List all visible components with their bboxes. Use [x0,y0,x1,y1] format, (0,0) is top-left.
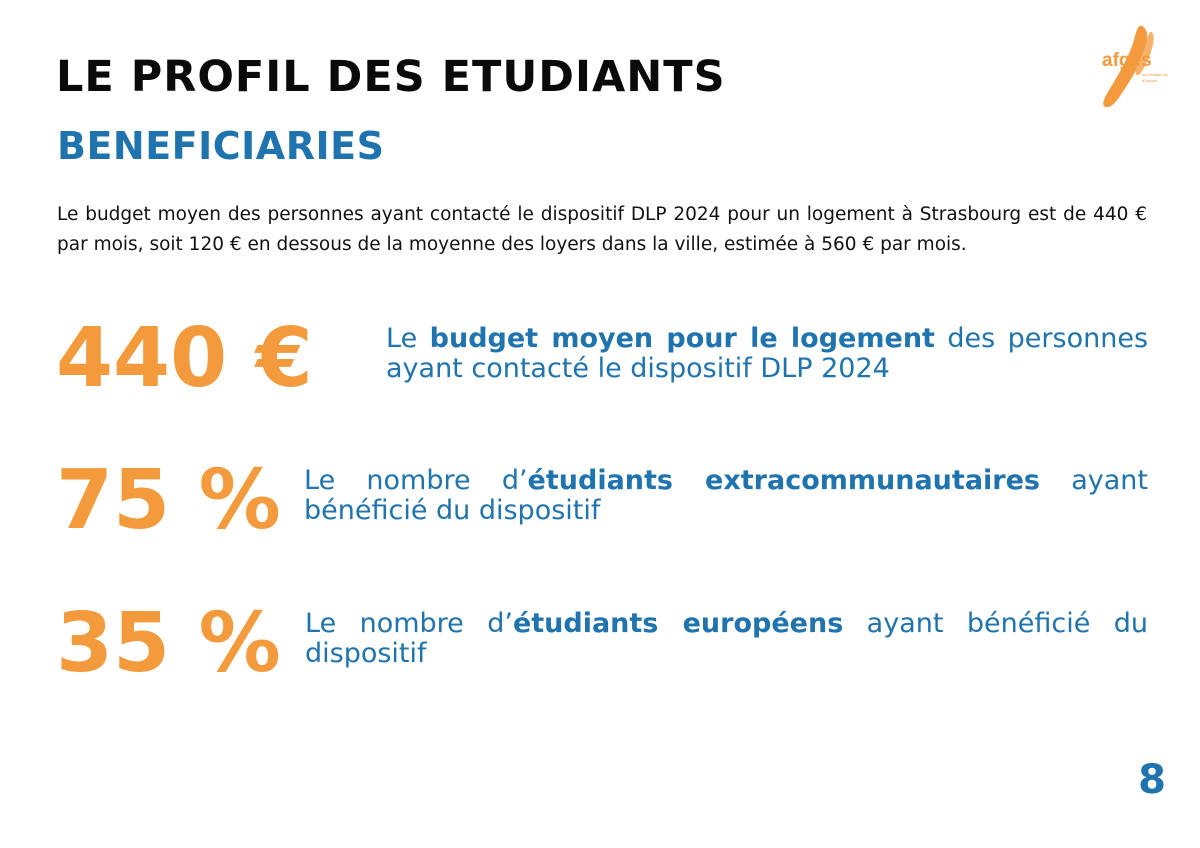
stat-highlight: étudiants extracommunautaires [527,465,1040,496]
stat-highlight: budget moyen pour le logement [429,323,935,354]
intro-paragraph: Le budget moyen des personnes ayant contacté le dispositif DLP 2024 pour un logement à Strasbourg est de 440 € par mois, soit 120 € en dessous de la moyenne des loyers dans la ville, estimée à 560 € par mois. [57,204,1147,255]
stat-text: ayant bénéficié du dispositif [304,465,1148,526]
stat-text: des personnes ayant contacté le dispositif DLP 2024 [386,323,1149,384]
stat-text: Le [386,323,430,354]
stat-description-average-budget [386,324,1148,384]
stat-value-non-eu-students: 75 % [56,453,281,548]
section-subtitle: BENEFICIARIES [57,124,385,168]
page-title: LE PROFIL DES ETUDIANTS [56,52,726,102]
afges-logo [1098,22,1168,112]
svg-text:d'Alsace: d'Alsace [1142,78,1157,83]
stat-highlight: étudiants européens [512,608,844,639]
svg-text:afges: afges [1102,50,1152,71]
stat-description-non-eu-students [304,466,1148,526]
page-number: 8 [1138,757,1166,803]
stat-text: Le nombre d’ [304,465,528,496]
stat-value-average-budget: 440 € [56,311,313,406]
stat-value-eu-students: 35 % [56,596,281,691]
stat-description-eu-students [305,609,1148,669]
stat-text: Le nombre d’ [305,608,513,639]
svg-text:les étudiant·es: les étudiant·es [1142,72,1168,77]
stat-text: ayant bénéficié du dispositif [305,608,1148,669]
